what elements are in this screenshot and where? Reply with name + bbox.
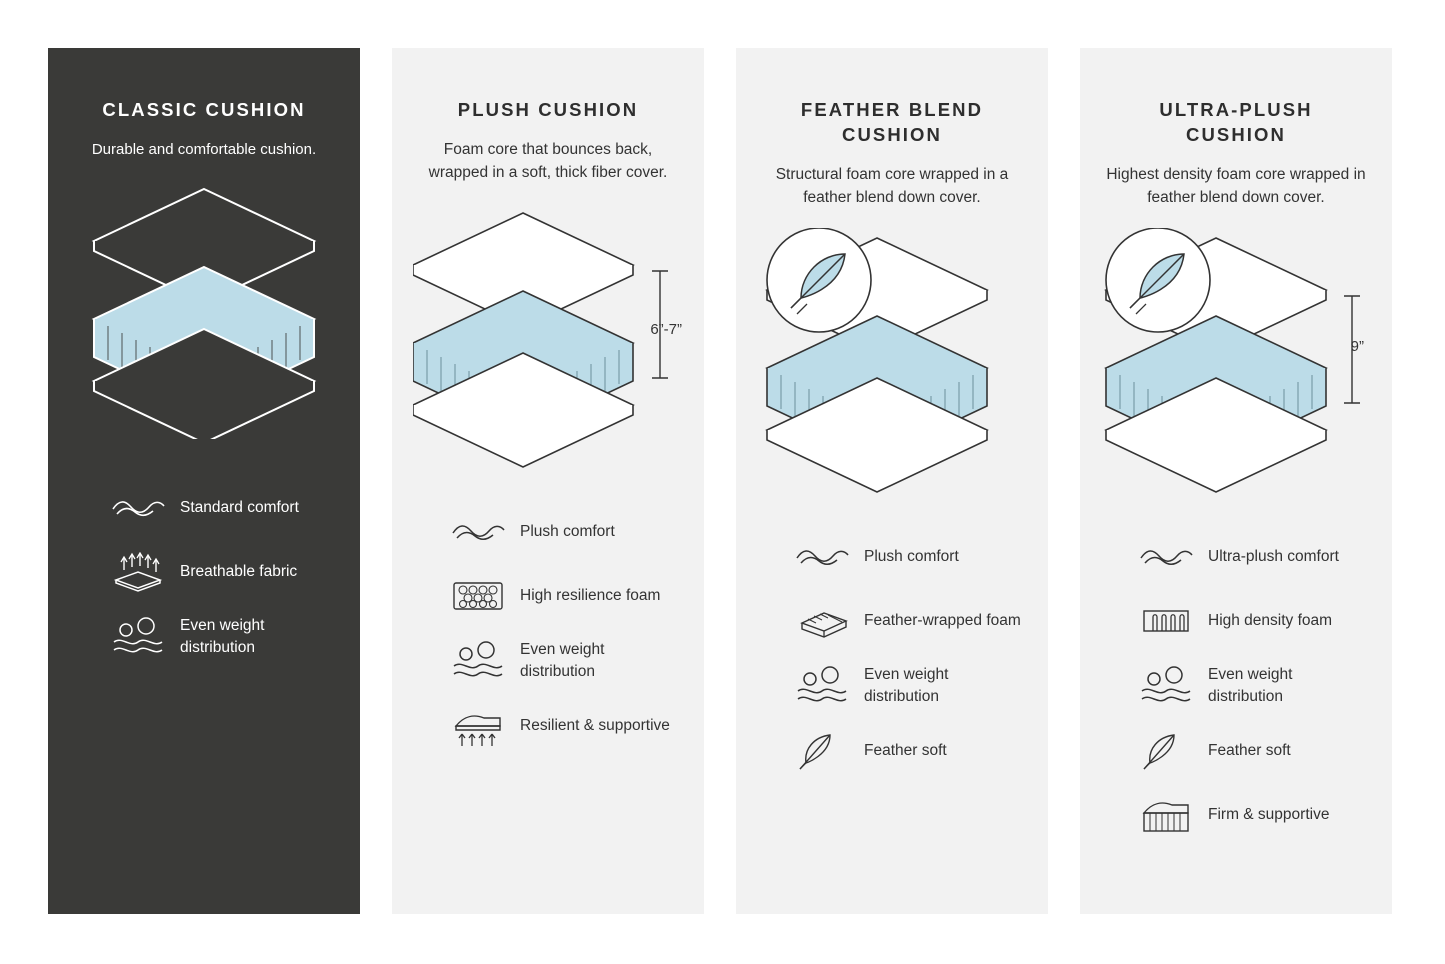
page-title: FEATHER BLEND CUSHION: [800, 99, 984, 145]
card-description: Highest density foam core wrapped in feather blend down cover.: [1106, 165, 1366, 206]
page-title: PLUSH CUSHION: [457, 99, 639, 120]
feature-label: Ultra-plush comfort: [1208, 547, 1339, 565]
feature-label: Breathable fabric: [180, 563, 298, 581]
list-item: [794, 600, 1022, 642]
page-title: CLASSIC CUSHION: [102, 99, 306, 120]
list-item: [794, 664, 1022, 708]
dimension-label: 9”: [1350, 337, 1364, 355]
feature-list: [1106, 536, 1366, 836]
weight-distribution-icon: [450, 640, 510, 682]
list-item: [1138, 730, 1366, 772]
wave-icon: [1138, 536, 1198, 578]
weight-distribution-icon: [794, 665, 854, 707]
feature-label: Even weight distribution: [180, 617, 265, 657]
feature-label: High resilience foam: [520, 586, 661, 604]
breathable-fabric-icon: [110, 551, 170, 593]
list-item: [1138, 794, 1366, 836]
weight-distribution-icon: [110, 616, 170, 658]
list-item: [1138, 600, 1366, 642]
feature-label: Even weight distribution: [1208, 665, 1293, 705]
resilient-support-icon: [450, 705, 510, 747]
card-description: Foam core that bounces back, wrapped in a soft, thick fiber cover.: [428, 140, 668, 181]
feather-icon: [1138, 730, 1198, 772]
weight-distribution-icon: [1138, 665, 1198, 707]
wave-icon: [110, 487, 170, 529]
card-feather-blend-cushion: [736, 48, 1048, 914]
list-item: [450, 705, 678, 747]
card-description: Structural foam core wrapped in a feather blend down cover.: [775, 165, 1009, 206]
list-item: [794, 536, 1022, 578]
exploded-cushion-diagram: [74, 179, 334, 479]
high-density-foam-icon: [1138, 600, 1198, 642]
feature-label: Firm & supportive: [1208, 805, 1330, 823]
feature-label: Standard comfort: [180, 499, 299, 517]
card-classic-cushion: [48, 48, 360, 914]
list-item: [1138, 536, 1366, 578]
feature-label: Plush comfort: [864, 547, 959, 565]
feature-label: Plush comfort: [520, 522, 615, 540]
honeycomb-foam-icon: [450, 575, 510, 617]
feather-badge-icon: [1106, 228, 1210, 332]
wave-icon: [450, 511, 510, 553]
exploded-cushion-diagram: [418, 203, 682, 503]
firm-support-icon: [1138, 794, 1198, 836]
feature-list: [74, 487, 334, 659]
list-item: [110, 551, 334, 593]
feather-icon: [794, 730, 854, 772]
list-item: [450, 511, 678, 553]
list-item: [1138, 664, 1366, 708]
feather-badge-icon: [767, 228, 871, 332]
feature-label: Feather soft: [864, 741, 947, 759]
list-item: [450, 575, 678, 617]
feature-label: Even weight distribution: [864, 665, 949, 705]
wave-icon: [794, 536, 854, 578]
card-description: Durable and comfortable cushion.: [91, 140, 317, 158]
card-plush-cushion: [392, 48, 704, 914]
feature-list: [418, 511, 678, 747]
exploded-cushion-diagram: [762, 228, 1022, 528]
feature-label: Resilient & supportive: [520, 716, 670, 734]
card-ultra-plush-cushion: [1080, 48, 1392, 914]
feather-wrapped-foam-icon: [794, 600, 854, 642]
list-item: [110, 615, 334, 659]
exploded-cushion-diagram: [1106, 228, 1366, 528]
feature-label: Feather-wrapped foam: [864, 611, 1021, 629]
feature-list: [762, 536, 1022, 772]
list-item: [450, 639, 678, 683]
list-item: [794, 730, 1022, 772]
dimension-label: 6”-7”: [650, 320, 682, 338]
feature-label: High density foam: [1208, 611, 1333, 629]
page-title: ULTRA-PLUSH CUSHION: [1159, 99, 1313, 145]
feature-label: Even weight distribution: [520, 640, 605, 680]
list-item: [110, 487, 334, 529]
feature-label: Feather soft: [1208, 741, 1291, 759]
